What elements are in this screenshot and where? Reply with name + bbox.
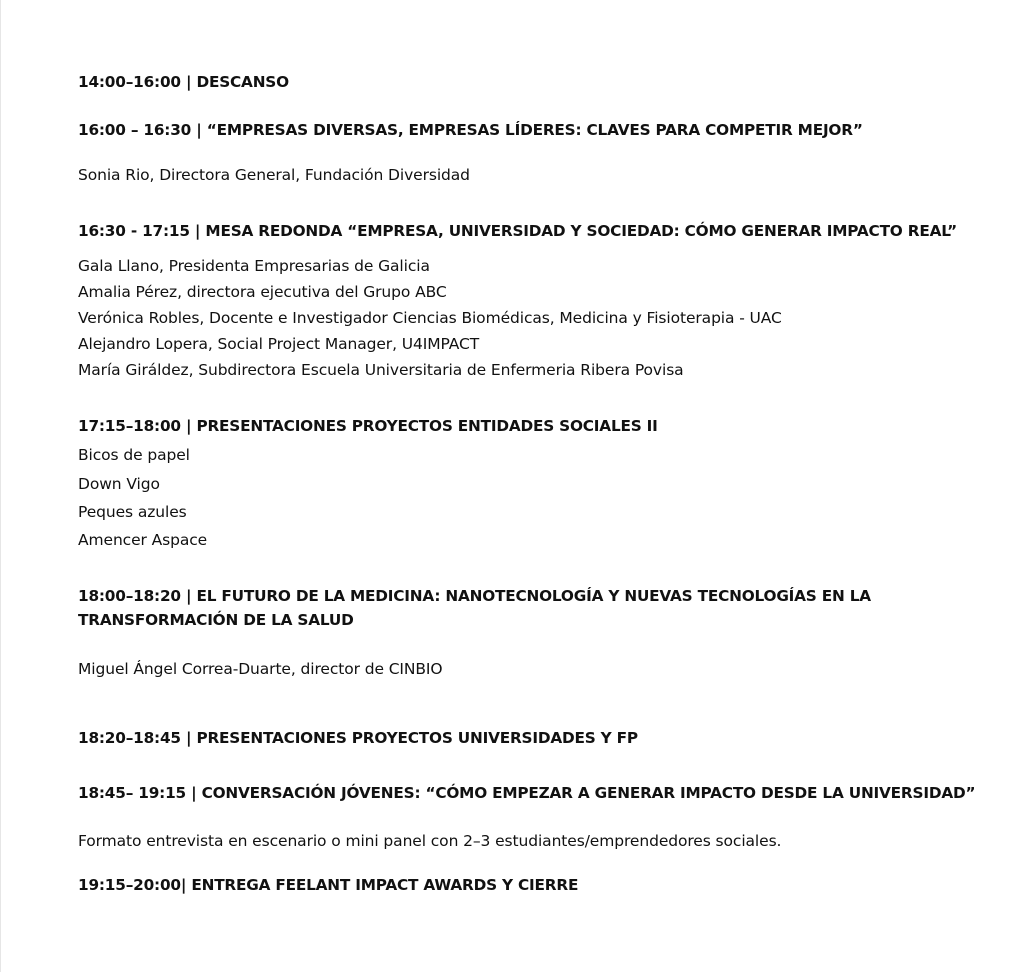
speaker-line: Amalia Pérez, directora ejecutiva del Grupo ABC	[78, 283, 447, 301]
project-line: Bicos de papel	[78, 446, 190, 464]
project-line: Amencer Aspace	[78, 531, 208, 549]
session-heading-awards: 19:15–20:00| ENTREGA FEELANT IMPACT AWARDS Y CIERRE	[78, 876, 579, 894]
project-line: Down Vigo	[78, 475, 160, 493]
session-heading-entidades-sociales: 17:15–18:00 | PRESENTACIONES PROYECTOS ENTIDADES SOCIALES II	[78, 417, 658, 435]
speaker-line: Alejandro Lopera, Social Project Manager, U4IMPACT	[78, 335, 480, 353]
speaker-line: Verónica Robles, Docente e Investigador Ciencias Biomédicas, Medicina y Fisioterapia - UAC	[78, 309, 782, 327]
session-heading-universidades-fp: 18:20–18:45 | PRESENTACIONES PROYECTOS UNIVERSIDADES Y FP	[78, 729, 638, 747]
session-heading-descanso: 14:00–16:00 | DESCANSO	[78, 73, 289, 91]
speaker-line: María Giráldez, Subdirectora Escuela Universitaria de Enfermeria Ribera Povisa	[78, 361, 684, 379]
session-note: Formato entrevista en escenario o mini panel con 2–3 estudiantes/emprendedores sociales.	[78, 832, 782, 850]
session-heading-mesa-redonda: 16:30 - 17:15 | MESA REDONDA “EMPRESA, UNIVERSIDAD Y SOCIEDAD: CÓMO GENERAR IMPACTO REAL”	[78, 222, 957, 240]
speaker-line: Gala Llano, Presidenta Empresarias de Galicia	[78, 257, 430, 275]
session-heading-conversacion-jovenes: 18:45– 19:15 | CONVERSACIÓN JÓVENES: “CÓMO EMPEZAR A GENERAR IMPACTO DESDE LA UNIVERSIDAD”	[78, 784, 976, 802]
speaker-line: Miguel Ángel Correa-Duarte, director de CINBIO	[78, 660, 443, 678]
session-heading-futuro-medicina: 18:00–18:20 | EL FUTURO DE LA MEDICINA: NANOTECNOLOGÍA Y NUEVAS TECNOLOGÍAS EN LA	[78, 587, 871, 605]
session-heading-futuro-medicina-cont: TRANSFORMACIÓN DE LA SALUD	[78, 611, 354, 629]
project-line: Peques azules	[78, 503, 187, 521]
session-heading-empresas-diversas: 16:00 – 16:30 | “EMPRESAS DIVERSAS, EMPRESAS LÍDERES: CLAVES PARA COMPETIR MEJOR”	[78, 121, 863, 139]
speaker-line: Sonia Rio, Directora General, Fundación Diversidad	[78, 166, 470, 184]
